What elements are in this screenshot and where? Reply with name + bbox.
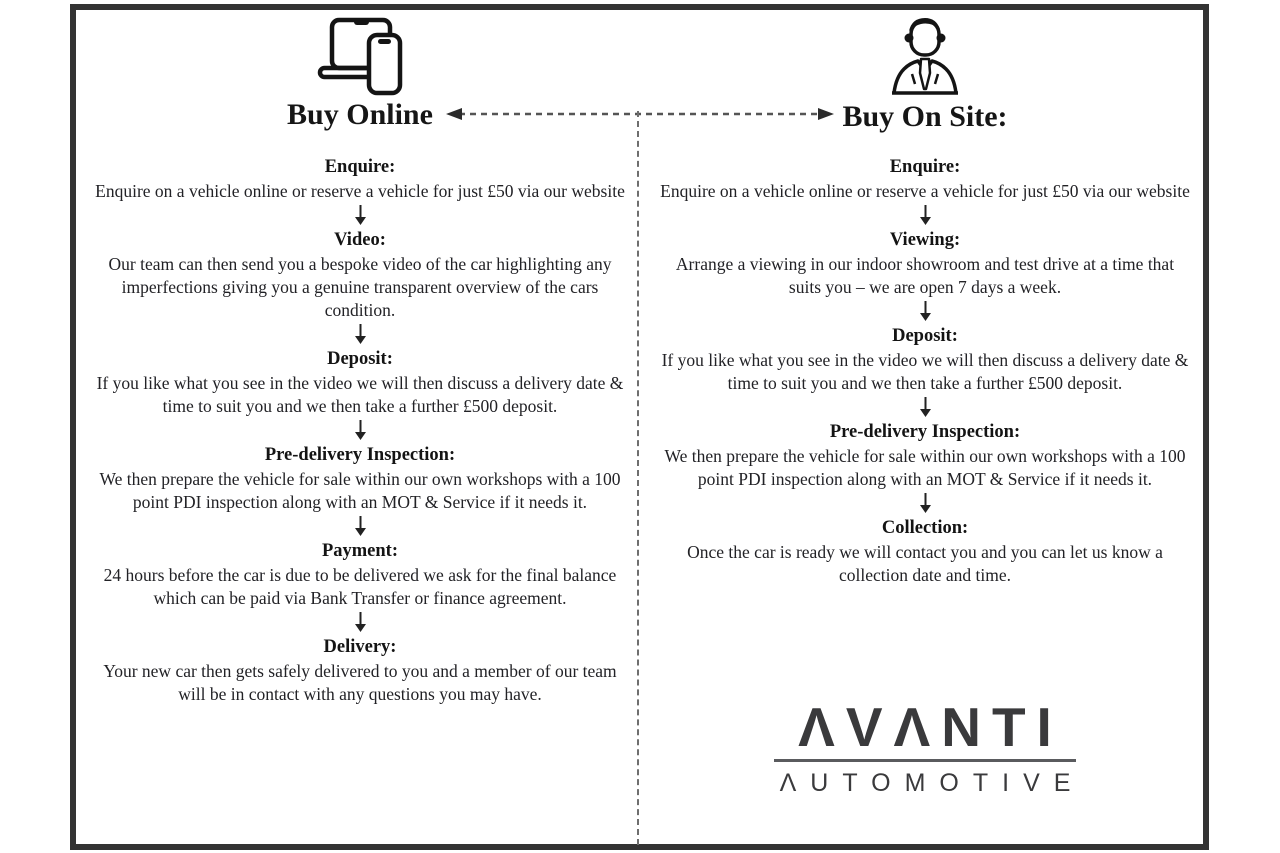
step-description: 24 hours before the car is due to be delivered we ask for the final balance which can be paid via Bank Transfer or finance agreement. — [103, 565, 617, 608]
buy-on-site-title: Buy On Site: — [842, 100, 1008, 133]
online-step-delivery — [90, 635, 630, 706]
step-description: If you like what you see in the video we will then discuss a delivery date & time to suit you and we then take a further £500 deposit. — [661, 350, 1189, 393]
onsite-step-pre-delivery-inspection — [655, 420, 1195, 491]
step-label: Payment: — [321, 541, 399, 561]
salesperson-icon — [885, 14, 965, 100]
logo-sub-wordmark: ΛUTOMOTIVE — [779, 769, 1085, 797]
step-description: Arrange a viewing in our indoor showroom and test drive at a time that suits you – we are open 7 days a week. — [675, 254, 1175, 297]
step-description: We then prepare the vehicle for sale within our own workshops with a 100 point PDI inspection along with an MOT & Service if it needs it. — [664, 446, 1186, 489]
logo-divider-line — [774, 759, 1076, 762]
step-label: Deposit: — [892, 326, 958, 346]
step-label: Pre-delivery Inspection: — [829, 422, 1021, 442]
buy-online-title: Buy Online — [287, 98, 433, 131]
column-divider — [637, 111, 639, 845]
step-description: We then prepare the vehicle for sale within our own workshops with a 100 point PDI inspection along with an MOT & Service if it needs it. — [99, 469, 621, 512]
buy-online-flow — [90, 155, 630, 706]
step-label: Enquire: — [889, 157, 961, 177]
step-label: Viewing: — [889, 230, 961, 250]
step-description: Your new car then gets safely delivered to you and a member of our team will be in contact with any questions you may have. — [103, 661, 617, 704]
arrow-down-icon — [354, 205, 367, 226]
onsite-step-collection — [655, 516, 1195, 587]
onsite-step-viewing — [655, 228, 1195, 299]
arrow-down-icon — [919, 397, 932, 418]
avanti-automotive-logo — [655, 698, 1195, 798]
step-label: Video: — [334, 230, 386, 250]
laptop-and-phone-icon — [312, 14, 408, 98]
buy-on-site-flow — [655, 155, 1195, 587]
arrow-down-icon — [354, 324, 367, 345]
step-label: Pre-delivery Inspection: — [264, 445, 456, 465]
online-step-video — [90, 228, 630, 322]
arrow-down-icon — [919, 205, 932, 226]
arrow-down-icon — [919, 493, 932, 514]
logo-wordmark: ΛVΛNTI — [798, 696, 1063, 758]
online-step-pre-delivery-inspection — [90, 443, 630, 514]
step-label: Delivery: — [323, 637, 397, 657]
step-description: Our team can then send you a bespoke video of the car highlighting any imperfections giving you a genuine transparent overview of the cars condition. — [108, 254, 612, 320]
arrow-down-icon — [354, 420, 367, 441]
step-label: Collection: — [881, 518, 969, 538]
step-description: Once the car is ready we will contact you and you can let us know a collection date and time. — [687, 542, 1163, 585]
onsite-step-deposit — [655, 324, 1195, 395]
step-description: Enquire on a vehicle online or reserve a vehicle for just £50 via our website — [95, 181, 625, 201]
arrow-down-icon — [354, 612, 367, 633]
online-step-deposit — [90, 347, 630, 418]
arrow-down-icon — [919, 301, 932, 322]
dashed-double-arrow-icon — [445, 105, 835, 123]
onsite-step-enquire — [655, 155, 1195, 203]
step-label: Deposit: — [327, 349, 393, 369]
arrow-down-icon — [354, 516, 367, 537]
step-description: If you like what you see in the video we will then discuss a delivery date & time to suit you and we then take a further £500 deposit. — [96, 373, 624, 416]
online-step-payment — [90, 539, 630, 610]
step-label: Enquire: — [324, 157, 396, 177]
step-description: Enquire on a vehicle online or reserve a vehicle for just £50 via our website — [660, 181, 1190, 201]
online-step-enquire — [90, 155, 630, 203]
